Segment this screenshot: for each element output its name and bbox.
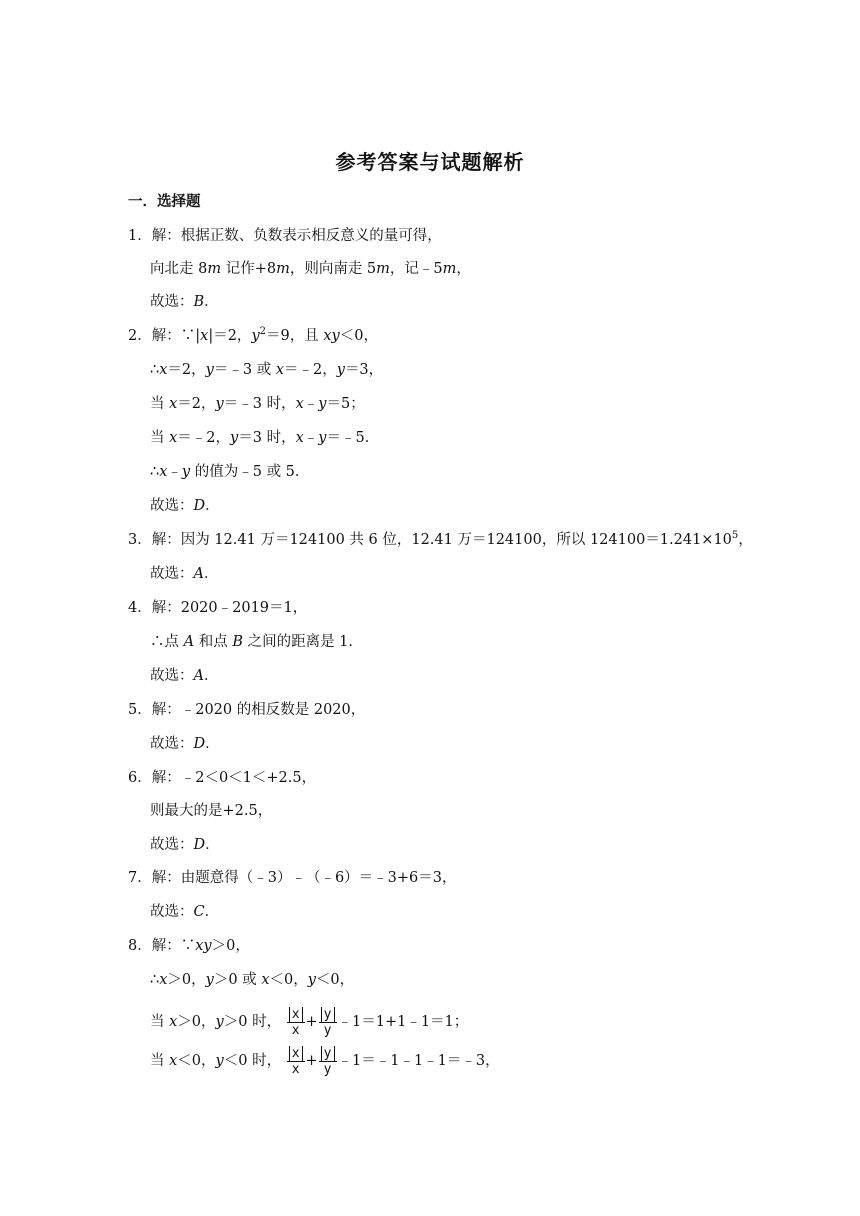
fraction-abs-y-over-y: $\frac{y}{y}$ (319, 1007, 337, 1038)
q5-line-1: 5．解：﹣2020 的相反数是 2020， (128, 702, 366, 718)
q8-line-4: 当 x＜0，y＜0 时， $\frac{x}{x}$ + $\frac{y}{y}$ ﹣1＝﹣1﹣1﹣1＝﹣3， (150, 1045, 500, 1077)
fraction-abs-y-over-y: $\frac{y}{y}$ (319, 1046, 337, 1077)
q4-line-1: 4．解：2020﹣2019＝1， (128, 600, 308, 616)
q7-answer: 故选：C． (150, 904, 220, 920)
q1-answer: 故选：B． (150, 294, 219, 310)
q8-line-3: 当 x＞0，y＞0 时， $\frac{x}{x}$ + $\frac{y}{y}$ ﹣1＝1+1﹣1＝1； (150, 1006, 469, 1038)
q2-line-2: ∴x＝2，y＝﹣3 或 x＝﹣2，y＝3， (150, 362, 384, 378)
q8-line-1: 8．解：∵xy＞0， (128, 938, 250, 954)
fraction-abs-x-over-x: $\frac{x}{x}$ (287, 1046, 305, 1077)
q2-answer: 故选：D． (150, 498, 220, 514)
q6-line-2: 则最大的是+2.5， (150, 803, 273, 819)
page-title: 参考答案与试题解析 (335, 150, 525, 174)
q4-answer: 故选：A． (150, 668, 219, 684)
q3-answer: 故选：A． (150, 566, 219, 582)
q1-line-2: 向北走 8m 记作+8m，则向南走 5m，记﹣5m， (150, 261, 471, 277)
fraction-abs-x-over-x: $\frac{x}{x}$ (287, 1007, 305, 1038)
section-heading: 一．选择题 (128, 194, 201, 210)
q2-line-5: ∴x﹣y 的值为﹣5 或 5． (150, 464, 310, 480)
q2-line-4: 当 x＝﹣2，y＝3 时，x﹣y＝﹣5． (150, 430, 380, 446)
q5-answer: 故选：D． (150, 736, 220, 752)
q3-line-1: 3．解：因为 12.41 万＝124100 共 6 位，12.41 万＝124100，所以 $124100=1.241\times 10^5$， (128, 530, 753, 548)
q7-line-1: 7．解：由题意得（﹣3）﹣（﹣6）＝﹣3+6＝3， (128, 870, 457, 886)
q2-line-3: 当 x＝2，y＝﹣3 时，x﹣y＝5； (150, 396, 365, 412)
q8-line-2: ∴x＞0，y＞0 或 x＜0，y＜0， (150, 972, 355, 988)
q1-line-1: 1．解：根据正数、负数表示相反意义的量可得， (128, 228, 442, 244)
q4-line-2: ∴点 A 和点 B 之间的距离是 1． (150, 634, 363, 650)
q2-line-1: 2．解：∵|x|＝2，$y^2=9$，且 xy＜0， (128, 326, 378, 344)
q6-answer: 故选：D． (150, 837, 220, 853)
q6-line-1: 6．解：﹣2＜0＜1＜+2.5， (128, 770, 317, 786)
